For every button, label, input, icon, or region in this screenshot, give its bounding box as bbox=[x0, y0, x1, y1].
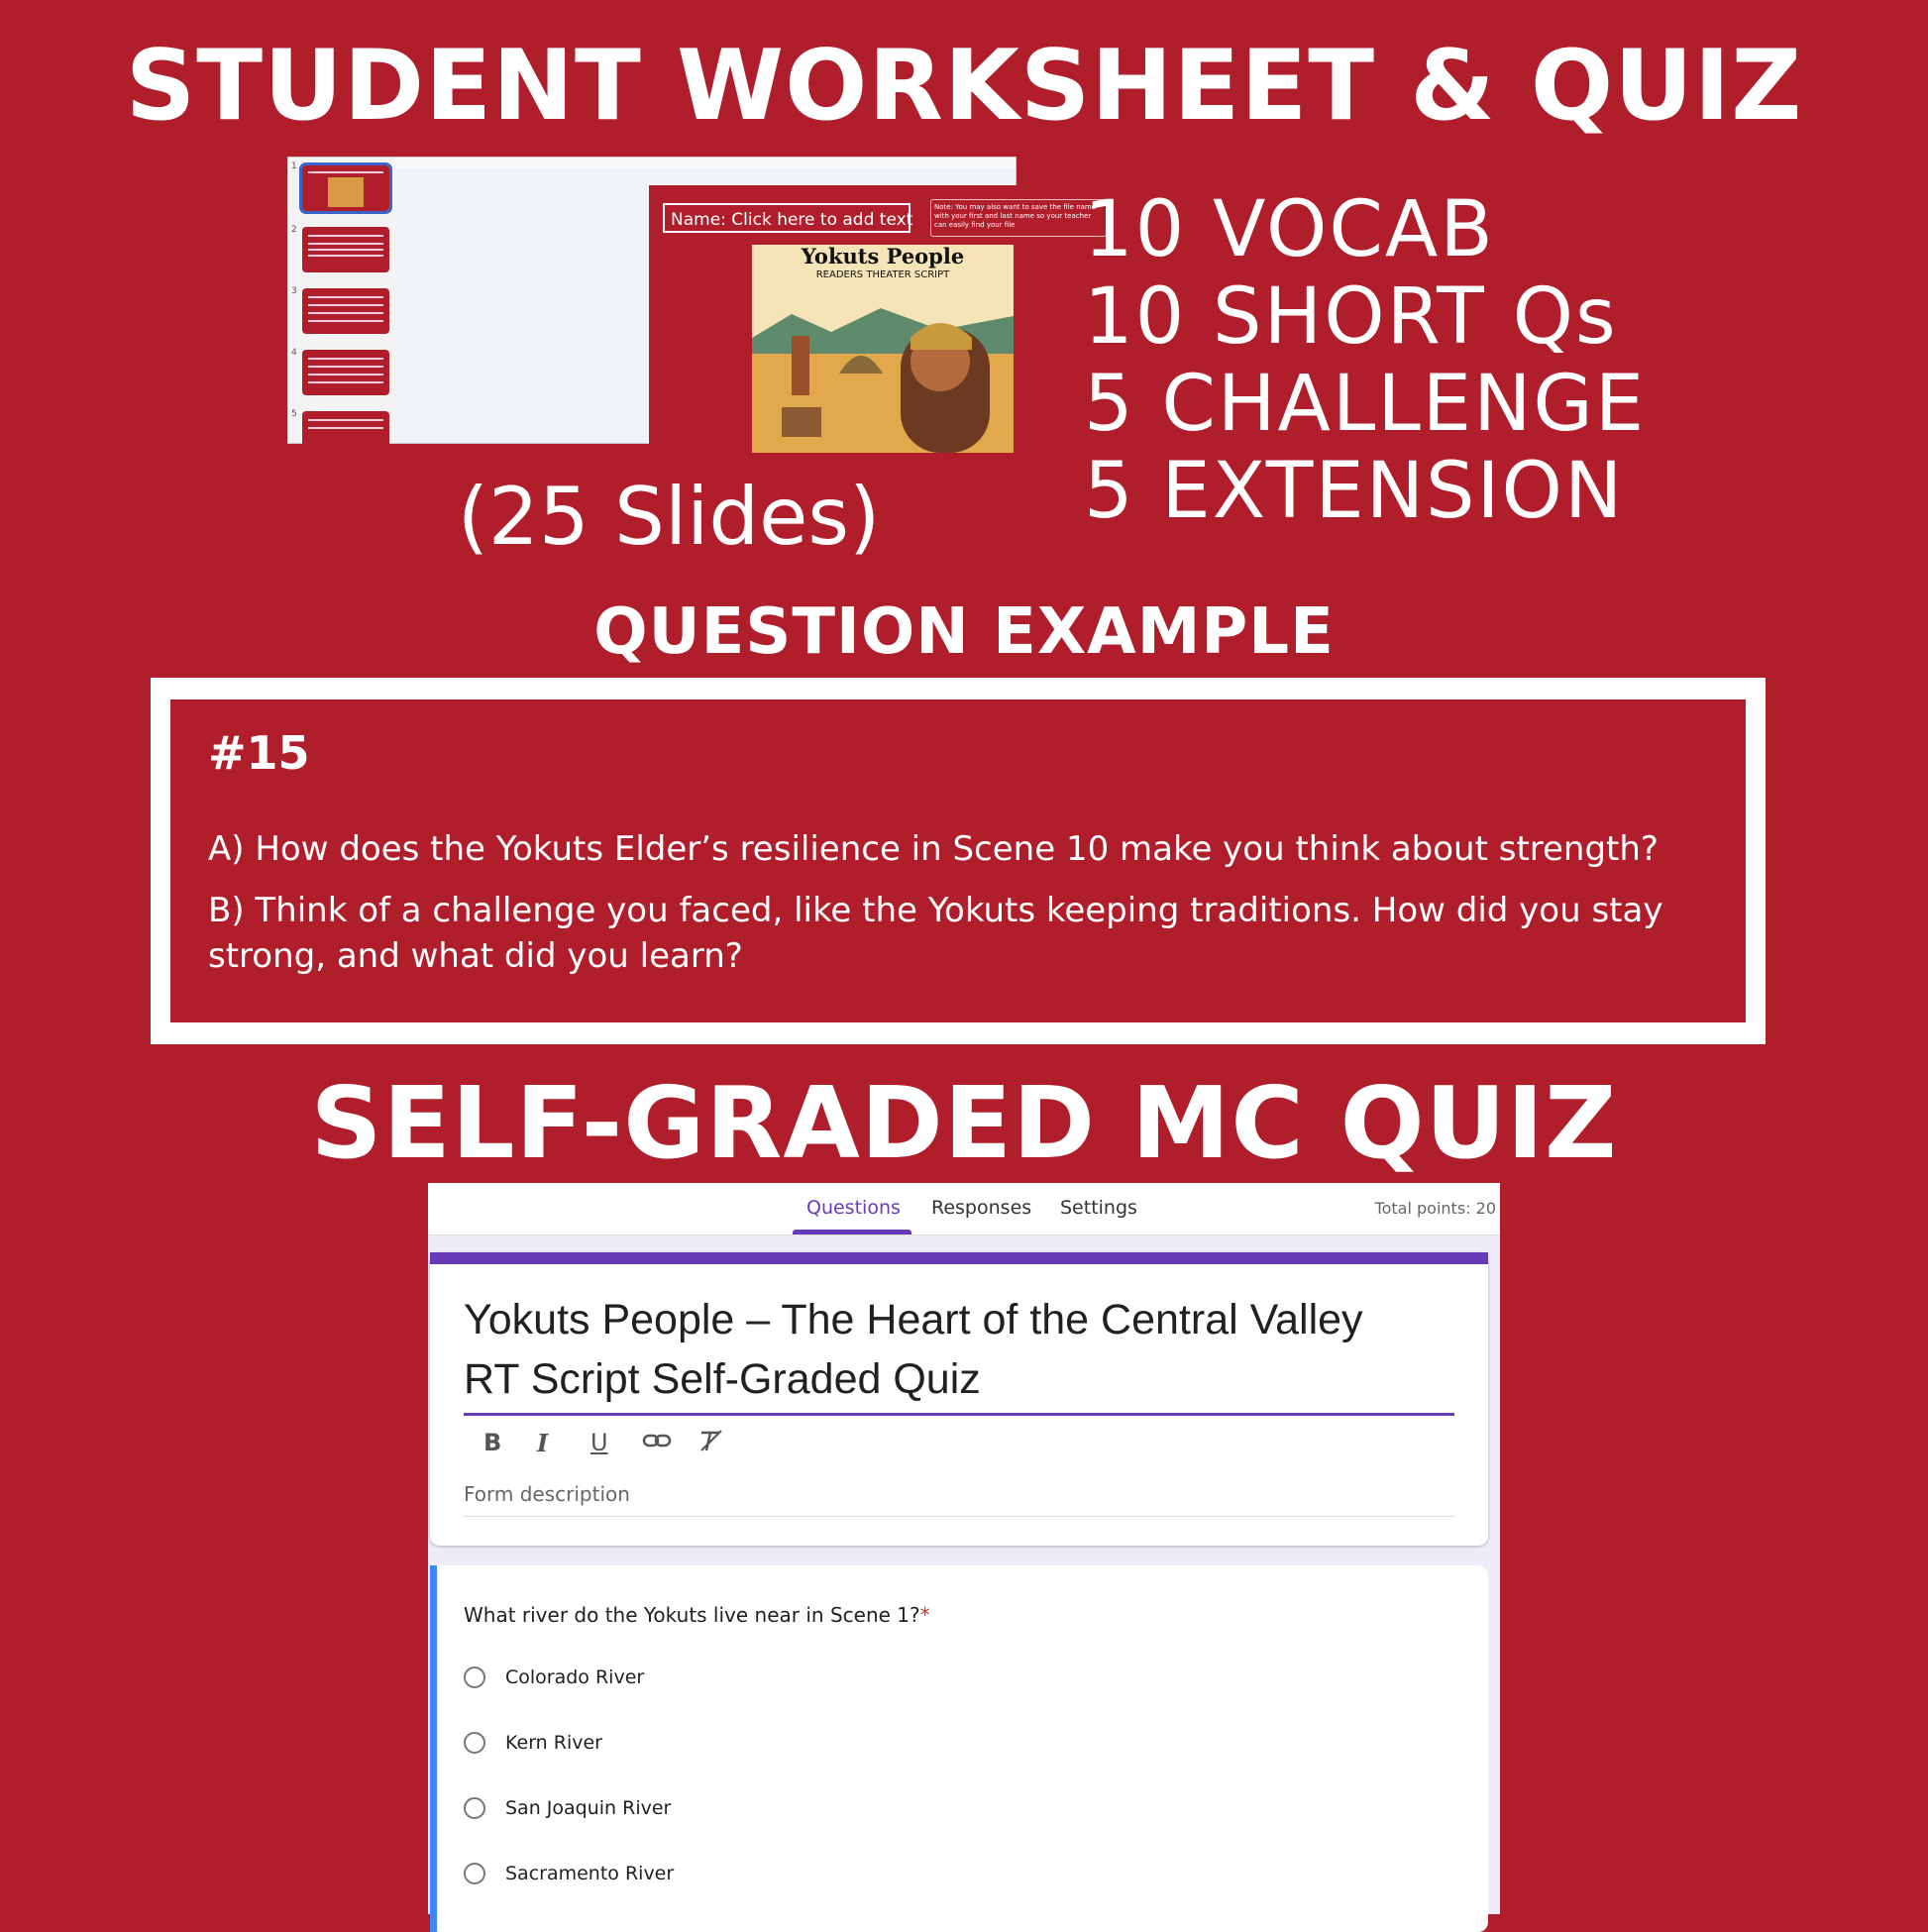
slide-thumbnail[interactable] bbox=[302, 288, 389, 334]
option-label: San Joaquin River bbox=[505, 1797, 672, 1819]
form-title-line-1: Yokuts People – The Heart of the Central Valley bbox=[464, 1296, 1363, 1343]
form-header-card bbox=[430, 1252, 1488, 1546]
thumb-number: 2 bbox=[291, 225, 297, 235]
google-form-screenshot bbox=[428, 1183, 1500, 1914]
link-icon[interactable] bbox=[642, 1429, 672, 1458]
title-input-underline bbox=[464, 1413, 1454, 1416]
tab-settings[interactable]: Settings bbox=[1060, 1197, 1137, 1219]
thumb-number: 3 bbox=[291, 286, 297, 296]
question-text: What river do the Yokuts live near in Scene 1? bbox=[464, 1603, 920, 1627]
mc-quiz-heading: SELF-GRADED MC QUIZ bbox=[310, 1065, 1618, 1181]
stat-challenge: 5 CHALLENGE bbox=[1084, 360, 1647, 449]
poster-subtitle: READERS THEATER SCRIPT bbox=[815, 269, 950, 280]
slide-thumbnail-strip bbox=[288, 158, 396, 443]
radio-button[interactable] bbox=[464, 1863, 485, 1884]
question-example-box bbox=[151, 678, 1766, 1044]
underline-icon[interactable]: U bbox=[590, 1429, 608, 1456]
clear-formatting-icon[interactable] bbox=[697, 1429, 725, 1460]
cover-illustration bbox=[752, 245, 1014, 453]
name-text-box[interactable]: Name: Click here to add text bbox=[663, 203, 910, 233]
bold-icon[interactable]: B bbox=[483, 1429, 502, 1456]
radio-button[interactable] bbox=[464, 1797, 485, 1819]
slides-screenshot bbox=[287, 157, 1097, 444]
question-focus-bar bbox=[430, 1565, 437, 1932]
slide-thumbnail[interactable] bbox=[302, 227, 389, 272]
question-part-a: A) How does the Yokuts Elder’s resilience in Scene 10 make you think about strength? bbox=[208, 829, 1659, 869]
active-tab-indicator bbox=[793, 1230, 911, 1234]
thumb-number: 4 bbox=[291, 348, 297, 358]
form-title-input[interactable] bbox=[464, 1290, 1415, 1409]
question-card bbox=[430, 1565, 1488, 1932]
stat-extension: 5 EXTENSION bbox=[1084, 447, 1625, 536]
form-description-input[interactable]: Form description bbox=[464, 1482, 630, 1506]
form-accent-bar bbox=[430, 1252, 1488, 1264]
tab-responses[interactable]: Responses bbox=[931, 1197, 1032, 1219]
poster-title: Yokuts People bbox=[801, 244, 965, 268]
question-part-b: B) Think of a challenge you faced, like the Yokuts keeping traditions. How did you stay strong, and what did you learn? bbox=[208, 891, 1663, 976]
required-asterisk: * bbox=[919, 1603, 930, 1627]
slide-canvas-area bbox=[395, 167, 1097, 443]
option-label: Colorado River bbox=[505, 1666, 645, 1688]
question-example-heading: QUESTION EXAMPLE bbox=[593, 595, 1335, 669]
radio-button[interactable] bbox=[464, 1666, 485, 1688]
option-label: Sacramento River bbox=[505, 1863, 675, 1884]
slide-thumbnail[interactable] bbox=[302, 165, 389, 211]
content-stats bbox=[1084, 186, 1646, 535]
description-underline bbox=[464, 1516, 1454, 1517]
stat-short-questions: 10 SHORT Qs bbox=[1084, 272, 1618, 362]
slide-thumbnail[interactable] bbox=[302, 350, 389, 395]
slide-canvas bbox=[649, 185, 1115, 453]
note-text-box: Note: You may also want to save the file name with your first and last name so your teacher can easily find your file bbox=[930, 199, 1107, 237]
radio-button[interactable] bbox=[464, 1732, 485, 1754]
form-tab-bar bbox=[428, 1183, 1500, 1235]
slide-thumbnail[interactable] bbox=[302, 411, 389, 457]
tab-questions[interactable]: Questions bbox=[806, 1197, 901, 1219]
total-points: Total points: 20 bbox=[1374, 1199, 1496, 1218]
question-number: #15 bbox=[208, 726, 310, 780]
italic-icon[interactable]: I bbox=[537, 1429, 549, 1457]
form-title-line-2: RT Script Self-Graded Quiz bbox=[464, 1355, 981, 1403]
stat-vocab: 10 VOCAB bbox=[1084, 185, 1495, 274]
thumb-number: 1 bbox=[291, 161, 297, 171]
page-title: STUDENT WORKSHEET & QUIZ bbox=[125, 30, 1803, 143]
slides-count: (25 Slides) bbox=[457, 471, 881, 563]
illustration-art bbox=[752, 288, 1014, 453]
option-label: Kern River bbox=[505, 1732, 602, 1754]
thumb-number: 5 bbox=[291, 409, 297, 419]
